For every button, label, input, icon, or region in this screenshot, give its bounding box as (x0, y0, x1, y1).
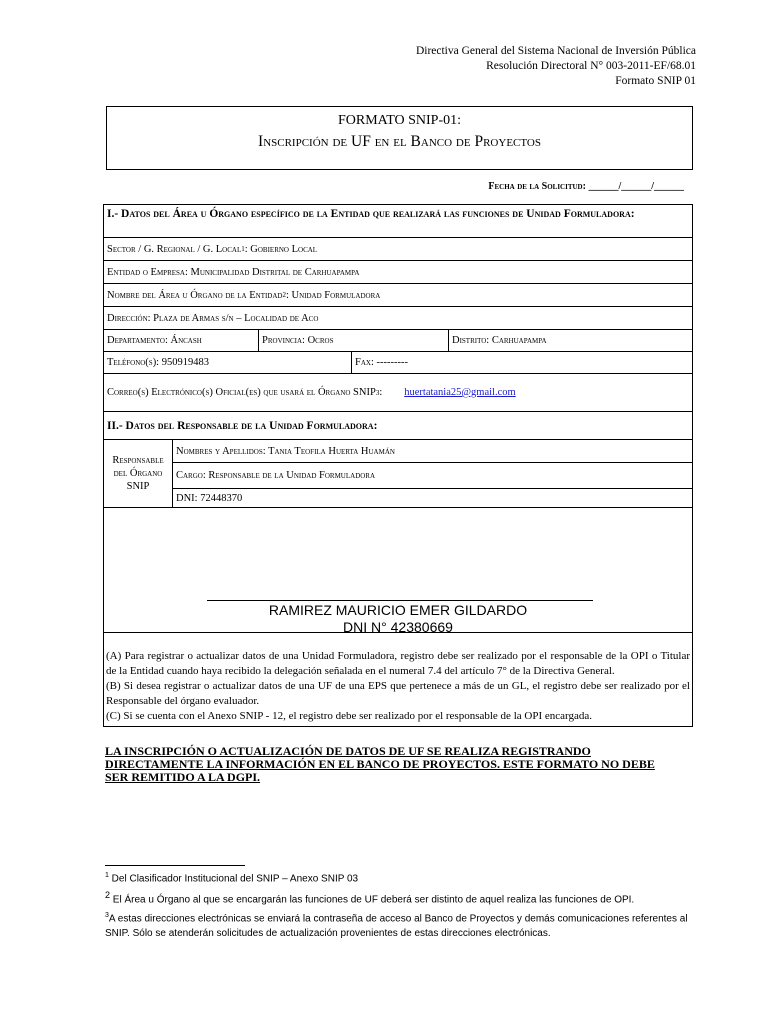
header-formato: Formato SNIP 01 (615, 75, 696, 87)
form-subtitle: Inscripción de UF en el Banco de Proyectos (258, 133, 541, 150)
row-area: Nombre del Área u Órgano de la Entidad 2 : Unidad Formuladora (104, 284, 692, 307)
form-table (103, 204, 693, 727)
note-c: (C) Si se cuenta con el Anexo SNIP - 12, el registro debe ser realizado por el responsable de la OPI encargada. (106, 710, 592, 722)
document-header (416, 44, 696, 89)
row-entidad: Entidad o Empresa: Municipalidad Distrital de Carhuapampa (104, 261, 692, 284)
instructions (104, 633, 692, 726)
signature-name: RAMIREZ MAURICIO EMER GILDARDO (268, 602, 528, 618)
departamento-cell: Departamento: Áncash (104, 330, 259, 351)
header-directiva: Directiva General del Sistema Nacional de Inversión Pública (415, 45, 696, 57)
responsable-label: Responsable del Órgano SNIP (104, 440, 173, 507)
cargo-row: Cargo: Responsable de la Unidad Formuladora (173, 463, 692, 489)
distrito-cell: Distrito: Carhuapampa (452, 335, 547, 346)
footnote-1: $^1$ Del Clasificador Institucional del SNIP – Anexo SNIP 03 (105, 872, 359, 885)
email-link[interactable]: huertatania25@gmail.com (404, 387, 516, 398)
note-b: (B) Si desea registrar o actualizar datos de una UF de una EPS que pertenece a más de un GL, el registro debe ser realizado por el Responsable del órgano evaluador. (106, 680, 690, 707)
fax-cell: Fax: --------- (355, 357, 408, 368)
footnote-rule (105, 865, 245, 866)
row-direccion: Dirección: Plaza de Armas s/n – Localidad de Aco (104, 307, 692, 330)
signature-dni: DNI N° 42380669 (343, 619, 453, 635)
fecha-value[interactable]: ______/______/______ (588, 181, 684, 192)
nombres-row: Nombres y Apellidos: Tania Teofila Huerta Huamán (173, 440, 692, 463)
dni-row: DNI: 72448370 (176, 492, 243, 504)
provincia-cell: Provincia: Ocros (259, 330, 449, 351)
title-box (106, 106, 693, 170)
signature-line (207, 600, 593, 601)
form-title: FORMATO SNIP-01: (337, 113, 462, 128)
footnotes (105, 868, 695, 941)
section2-heading: II.- Datos del Responsable de la Unidad Formuladora: (104, 412, 692, 440)
telefono-cell: Teléfono(s): 950919483 (104, 352, 352, 373)
notice-text: LA INSCRIPCIÓN O ACTUALIZACIÓN DE DATOS DE UF SE REALIZA REGISTRANDO DIRECTAMENTE LA INFORMACIÓN EN EL BANCO DE PROYECTOS. ESTE FORMATO NO DEBE SER REMITIDO A LA DGPI. (105, 744, 655, 784)
note-a: (A) Para registrar o actualizar datos de una Unidad Formuladora, registro debe ser realizado por el responsable de la OPI o Titular de la Entidad cuando haya recibido la delegación señalada en el numeral 7.4 del artículo 7° de la Directiva General. (106, 650, 690, 677)
row-correo: Correo(s) Electrónico(s) Oficial(es) que usará el Órgano SNIP 3 : huertatania25@gmail.com (104, 374, 692, 412)
row-contacto (104, 352, 692, 374)
header-resolucion: Resolución Directoral N° 003-2011-EF/68.01 (486, 60, 696, 72)
signature-area (104, 508, 692, 633)
responsable-block (104, 440, 692, 508)
fecha-label: Fecha de la Solicitud: (488, 181, 586, 192)
fecha-solicitud (488, 181, 684, 192)
row-ubicacion (104, 330, 692, 352)
footnote-3: $^3$A estas direcciones electrónicas se enviará la contraseña de acceso al Banco de Proyectos y demás comunicaciones referentes al SNIP. Sólo se atenderán solicitudes de actualización provenientes de estas direcciones electrónicas. (105, 911, 688, 939)
section1-heading: I.- Datos del Área u Órgano específico de la Entidad que realizará las funciones de Unidad Formuladora: (104, 205, 692, 238)
row-sector: Sector / G. Regional / G. Local 1 : Gobierno Local (104, 238, 692, 261)
footnote-2: $^2$ El Área u Órgano al que se encargarán las funciones de UF deberá ser distinto de aquel realiza las funciones de OPI. (105, 890, 635, 906)
